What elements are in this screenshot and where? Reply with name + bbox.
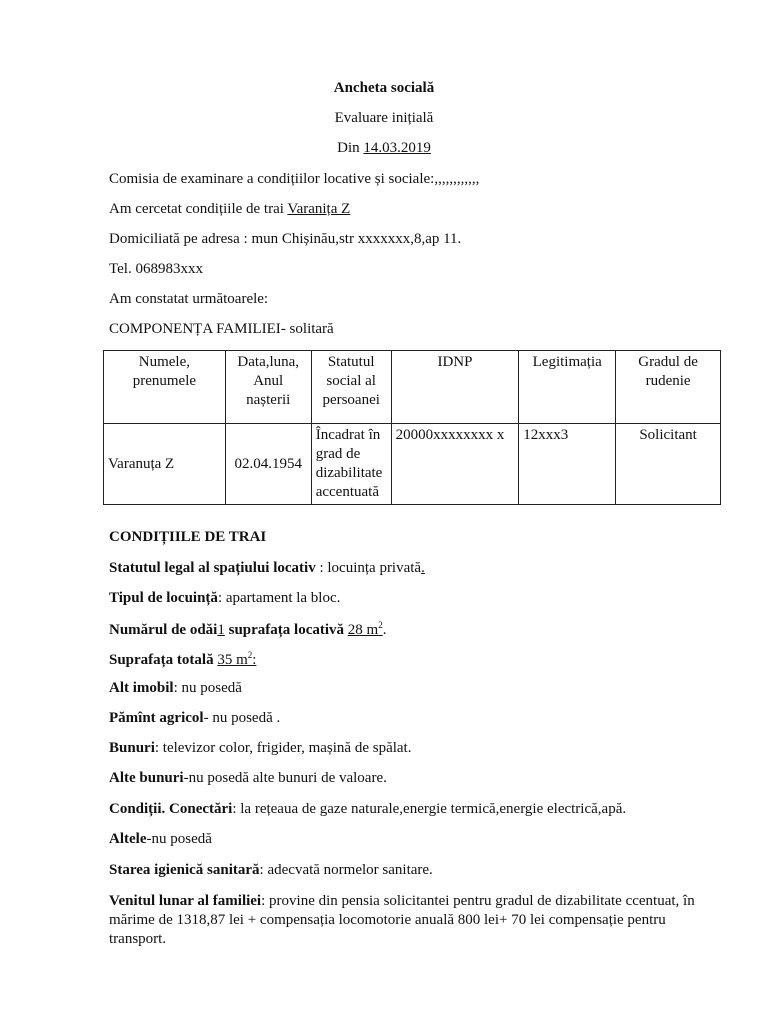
table-header-cell: Legitimația: [519, 351, 616, 424]
land-label: Pămînt agricol: [109, 710, 204, 726]
table-header-cell: Data,luna, Anul nașterii: [225, 351, 311, 424]
family-label: COMPONENȚA FAMILIEI: [109, 321, 281, 337]
utilities-label: Condiții. Conectări: [109, 801, 233, 817]
other-property-label: Alt imobil: [109, 680, 174, 696]
rooms-value: 1: [217, 622, 225, 638]
living-value: 28 m: [347, 622, 379, 638]
table-header-cell: Numele, prenumele: [104, 351, 226, 424]
family-table: [103, 350, 721, 505]
phone-line: Tel. 068983xxx: [109, 261, 203, 277]
table-header-cell: Gradul de rudenie: [616, 351, 721, 424]
commission-line: Comisia de examinare a condițiilor locative și sociale:,,,,,,,,,,,,: [109, 171, 480, 187]
living-value-wrap: [348, 622, 383, 638]
goods-line: [109, 740, 411, 757]
utilities-line: [109, 801, 626, 818]
total-sup: 2: [247, 650, 253, 660]
legal-label: Statutul legal al spațiului locativ: [109, 560, 316, 576]
hygiene-label: Starea igienică sanitară: [109, 862, 260, 878]
other-property-line: [109, 680, 242, 697]
total-value-wrap: [217, 652, 256, 668]
income-value: : provine din pensia solicitantei pentru gradul de dizabilitate ccentuat, în mărime de 1318,87 lei + compensația locomotorie anuală 800 lei+ 70 lei compensație pentru transport.: [109, 893, 695, 947]
total-value: 35 m: [217, 652, 248, 668]
housing-type-line: [109, 590, 340, 607]
cell-status: Încadrat în grad de dizabilitate accentuată: [311, 424, 391, 505]
type-label: Tipul de locuință: [109, 590, 218, 606]
total-area-line: [109, 650, 256, 669]
living-sup: 2: [378, 620, 383, 630]
surveyed-line: [109, 201, 350, 218]
table-header-cell: IDNP: [391, 351, 519, 424]
land-value: - nu posedă .: [203, 710, 281, 726]
other-goods-value: -nu posedă alte bunuri de valoare.: [183, 770, 387, 786]
family-line: [109, 321, 334, 338]
living-label: suprafața locativă: [224, 622, 345, 638]
income-paragraph: [109, 892, 709, 949]
goods-value: : televizor color, frigider, mașină de spălat.: [154, 740, 412, 756]
others-line: [109, 831, 212, 848]
others-label: Altele: [109, 831, 147, 847]
surveyed-name: Varanița Z: [287, 201, 351, 217]
hygiene-value: : adecvată normelor sanitare.: [259, 862, 433, 878]
land-line: [109, 710, 280, 727]
cell-name: Varanuța Z: [104, 424, 226, 505]
table-row: [104, 424, 721, 505]
living-trail: .: [382, 622, 387, 638]
total-label: Suprafața totală: [109, 652, 214, 668]
goods-label: Bunuri: [109, 740, 155, 756]
rooms-label: Numărul de odăi: [109, 622, 218, 638]
date-value: 14.03.2019: [363, 140, 431, 156]
rooms-line: [109, 620, 386, 639]
surveyed-prefix: Am cercetat condițiile de trai: [109, 201, 284, 217]
address-line: Domiciliată pe adresa : mun Chișinău,str xxxxxxx,8,ap 11.: [109, 231, 462, 247]
family-value: - solitară: [280, 321, 334, 337]
document-subtitle: Evaluare inițială: [334, 110, 434, 126]
cell-relation: Solicitant: [616, 424, 721, 505]
legal-trail: .: [421, 560, 425, 576]
other-goods-line: [109, 770, 387, 787]
document-date: [0, 140, 768, 157]
utilities-value: : la rețeaua de gaze naturale,energie termică,energie electrică,apă.: [232, 801, 627, 817]
table-header-cell: Statutul social al persoanei: [311, 351, 391, 424]
date-prefix: Din: [337, 140, 360, 156]
total-trail: :: [252, 652, 257, 668]
other-property-value: : nu posedă: [173, 680, 242, 696]
table-header-row: [104, 351, 721, 424]
found-line: Am constatat următoarele:: [109, 291, 269, 307]
income-label: Venitul lunar al familiei: [109, 893, 262, 909]
document-title: Ancheta socială: [333, 80, 435, 96]
legal-status-line: [109, 560, 425, 577]
cell-idnp: 20000xxxxxxxx x: [391, 424, 519, 505]
hygiene-line: [109, 862, 433, 879]
other-goods-label: Alte bunuri: [109, 770, 184, 786]
type-value: : apartament la bloc.: [217, 590, 341, 606]
legal-value: : locuința privată: [315, 560, 422, 576]
cell-birth: 02.04.1954: [225, 424, 311, 505]
conditions-heading: CONDIȚIILE DE TRAI: [109, 529, 267, 545]
others-value: -nu posedă: [146, 831, 212, 847]
cell-id-doc: 12xxx3: [519, 424, 616, 505]
